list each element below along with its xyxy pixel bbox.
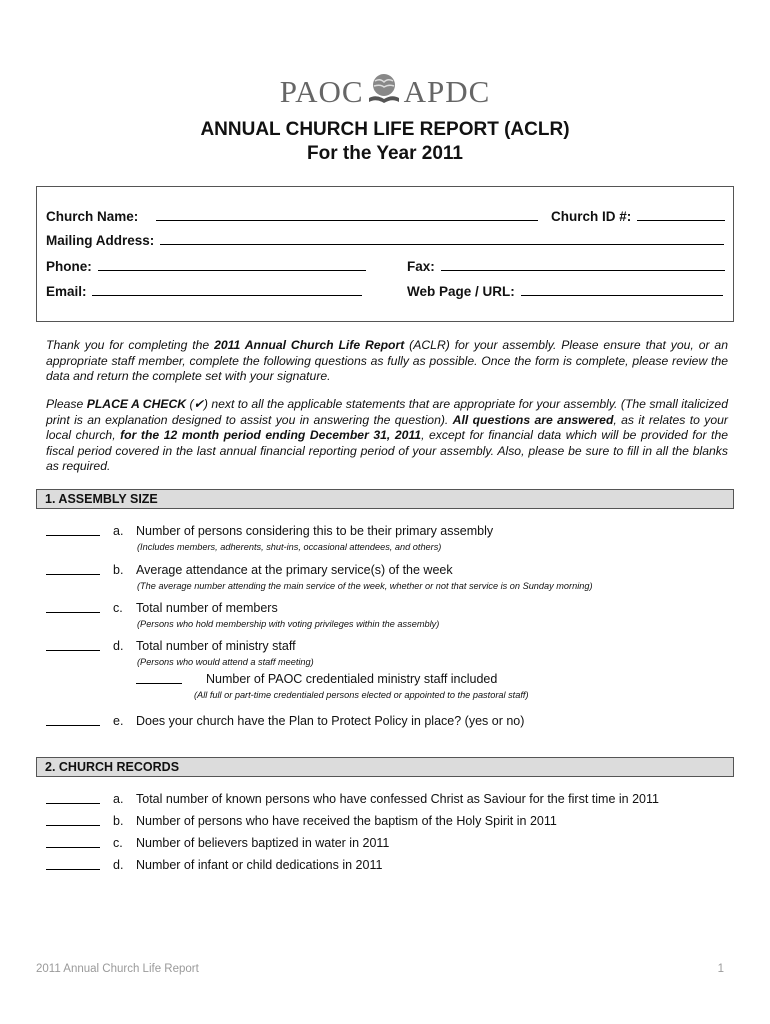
question-text: Number of persons who have received the baptism of the Holy Spirit in 2011 [136, 814, 557, 828]
question-letter: b. [113, 814, 124, 828]
question-text: Total number of known persons who have confessed Christ as Saviour for the first time in 2011 [136, 792, 659, 806]
question-letter: a. [113, 524, 124, 538]
answer-blank[interactable] [46, 725, 100, 726]
fax-label: Fax: [407, 259, 435, 274]
question-letter: b. [113, 563, 124, 577]
intro-text: , as it relates to your local church, [46, 412, 728, 442]
question-note: (All full or part-time credentialed persons elected or appointed to the pastoral staff) [194, 690, 529, 700]
intro-text: Thank you for completing the [46, 338, 215, 352]
question-text: Average attendance at the primary service(s) of the week [136, 563, 453, 577]
answer-blank[interactable] [136, 683, 182, 684]
answer-blank[interactable] [46, 650, 100, 651]
question-text: Number of believers baptized in water in 2011 [136, 836, 390, 850]
question-note: (Persons who would attend a staff meeting) [137, 657, 314, 667]
answer-blank[interactable] [46, 847, 100, 848]
web-field[interactable] [521, 282, 723, 296]
answer-blank[interactable] [46, 803, 100, 804]
question-text: Number of infant or child dedications in 2011 [136, 858, 383, 872]
intro-paragraph-1 [46, 338, 728, 385]
phone-field[interactable] [98, 257, 366, 271]
question-text: Total number of members [136, 601, 278, 615]
page-title: ANNUAL CHURCH LIFE REPORT (ACLR) [200, 119, 570, 140]
question-text: Total number of ministry staff [136, 639, 296, 653]
intro-emphasis: PLACE A CHECK [86, 397, 187, 411]
answer-blank[interactable] [46, 535, 100, 536]
intro-text: (ACLR) for your assembly. Please ensure that you, or an appropriate staff member, complete the following questions as fully as possible. Once the form is complete, please review the data and return the complete set with your signature. [46, 338, 728, 383]
logo-left-text: PAOC [279, 74, 364, 109]
question-letter: e. [113, 714, 124, 728]
church-name-field[interactable] [156, 207, 538, 221]
email-row [46, 282, 362, 300]
intro-paragraph-2 [46, 397, 728, 475]
email-field[interactable] [92, 282, 362, 296]
question-letter: d. [113, 639, 124, 653]
fax-field[interactable] [441, 257, 725, 271]
web-label: Web Page / URL: [407, 284, 515, 299]
question-letter: c. [113, 836, 123, 850]
logo [0, 72, 770, 112]
logo-right-text: APDC [403, 74, 491, 109]
question-note: (Persons who hold membership with voting privileges within the assembly) [137, 619, 440, 629]
question-text: Does your church have the Plan to Protect Policy in place? (yes or no) [136, 714, 525, 728]
intro-text: (✔) next to all the applicable statements that are appropriate for your assembly. (The small italicized print is an explanation designed to assist you in answering the question). [46, 397, 728, 427]
answer-blank[interactable] [46, 574, 100, 575]
church-id-field[interactable] [637, 207, 725, 221]
email-label: Email: [46, 284, 87, 299]
section-header-assembly-size: 1. ASSEMBLY SIZE [36, 489, 734, 509]
intro-text: Please [46, 397, 87, 411]
question-letter: d. [113, 858, 124, 872]
church-info-box [36, 186, 734, 322]
intro-emphasis: for the 12 month period ending December 31, 2011 [120, 428, 422, 442]
mailing-address-row [46, 231, 724, 249]
question-note: (Includes members, adherents, shut-ins, occasional attendees, and others) [137, 542, 442, 552]
footer-title: 2011 Annual Church Life Report [36, 963, 199, 975]
mailing-address-label: Mailing Address: [46, 233, 155, 248]
question-text: Number of persons considering this to be their primary assembly [136, 524, 494, 538]
answer-blank[interactable] [46, 869, 100, 870]
question-note: (The average number attending the main service of the week, whether or not that service is on Sunday morning) [137, 581, 593, 591]
church-id-label: Church ID #: [551, 209, 632, 224]
globe-book-icon [366, 72, 402, 106]
phone-row [46, 257, 366, 275]
intro-emphasis: 2011 Annual Church Life Report [214, 338, 405, 352]
page-number: 1 [717, 963, 724, 975]
question-letter: a. [113, 792, 124, 806]
fax-row [407, 257, 725, 275]
phone-label: Phone: [46, 259, 92, 274]
intro-emphasis: All questions are answered [452, 412, 614, 427]
intro-text: , except for financial data which will be provided for the fiscal period covered in the last annual financial reporting period of your assembly. Also, please be sure to fill in all the blanks as required. [46, 428, 729, 473]
church-id-row [551, 207, 725, 225]
answer-blank[interactable] [46, 612, 100, 613]
church-name-label: Church Name: [46, 209, 139, 224]
page-subtitle: For the Year 2011 [307, 143, 463, 164]
web-row [407, 282, 723, 300]
mailing-address-field[interactable] [160, 231, 724, 245]
answer-blank[interactable] [46, 825, 100, 826]
church-name-row [46, 207, 538, 225]
section-header-church-records: 2. CHURCH RECORDS [36, 757, 734, 777]
question-text: Number of PAOC credentialed ministry staff included [206, 672, 498, 686]
question-letter: c. [113, 601, 123, 615]
